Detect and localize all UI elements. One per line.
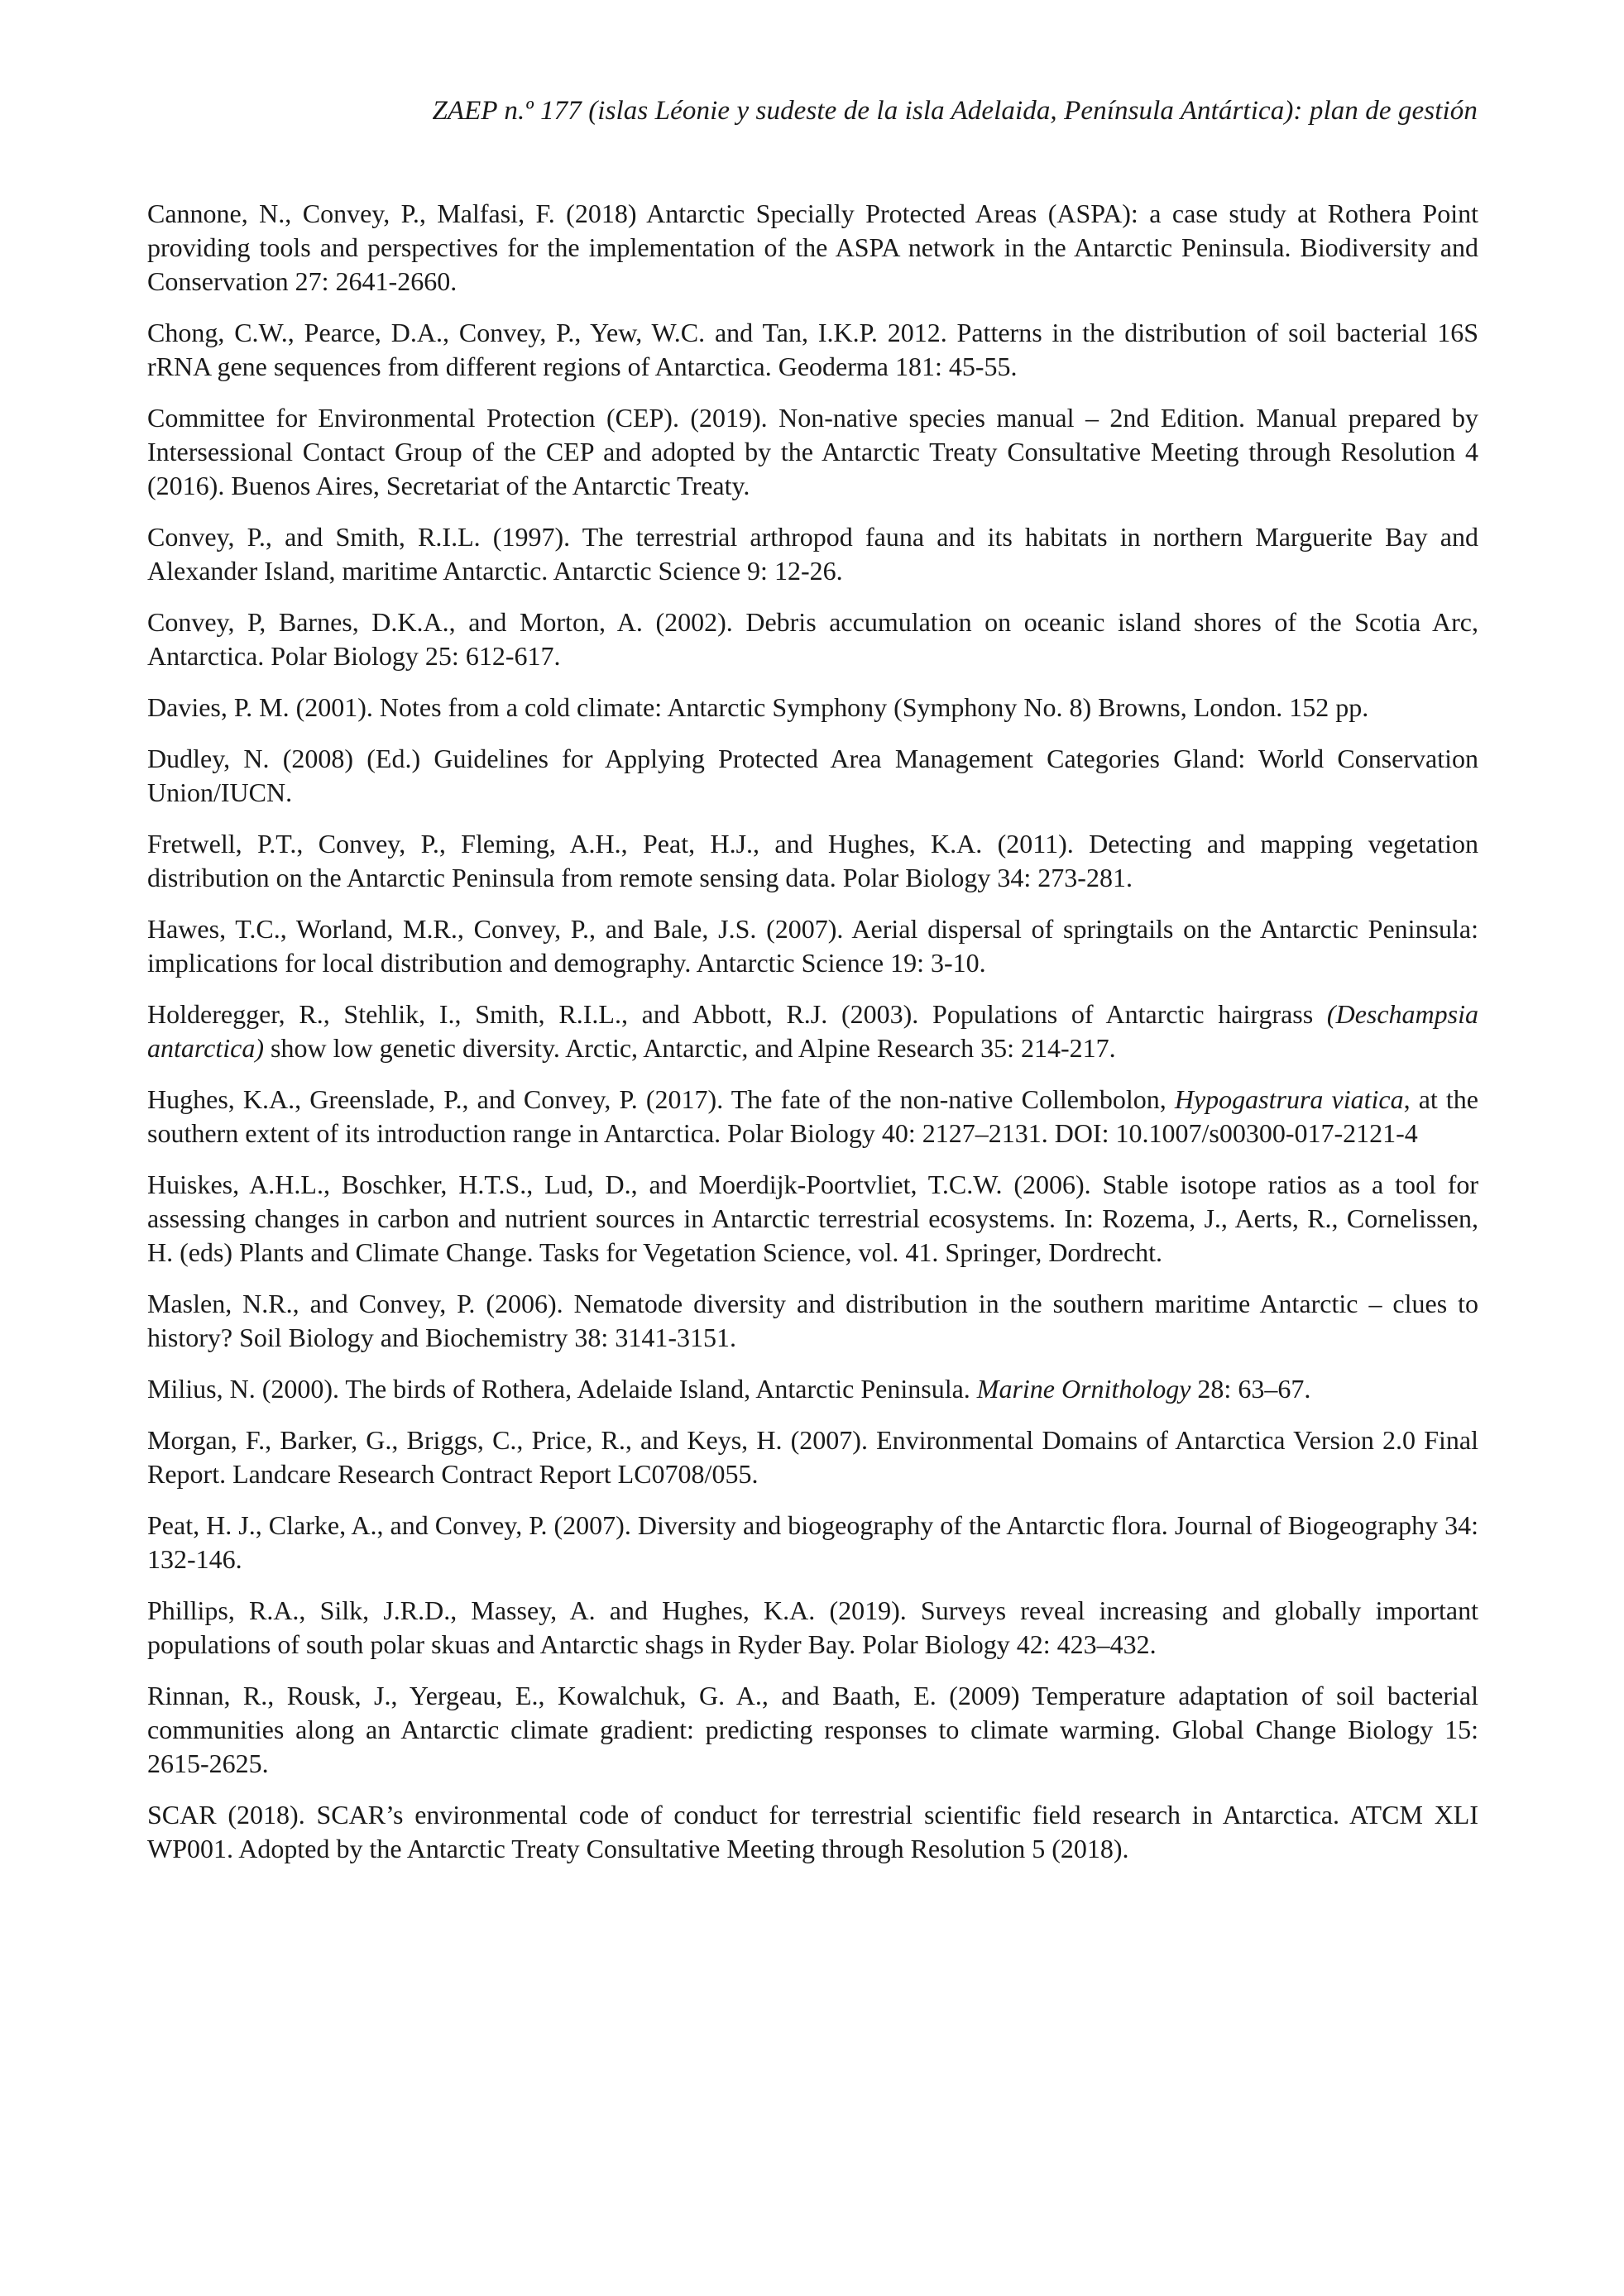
reference-text: Hughes, K.A., Greenslade, P., and Convey, P. (2017). The fate of the non-native Collembolon,: [147, 1084, 1175, 1114]
reference-text: Peat, H. J., Clarke, A., and Convey, P. (2007). Diversity and biogeography of the Antarctic flora. Journal of Biogeography 34: 132-146.: [147, 1510, 1478, 1574]
reference-text: Maslen, N.R., and Convey, P. (2006). Nematode diversity and distribution in the southern maritime Antarctic – clues to history? Soil Biology and Biochemistry 38: 3141-3151.: [147, 1289, 1478, 1352]
reference-italic: Marine Ornithology: [976, 1374, 1191, 1404]
reference-entry: [147, 1798, 1478, 1866]
reference-text: Convey, P., and Smith, R.I.L. (1997). The terrestrial arthropod fauna and its habitats in northern Marguerite Bay and Alexander Island, maritime Antarctic. Antarctic Science 9: 12-26.: [147, 522, 1478, 586]
reference-text: Morgan, F., Barker, G., Briggs, C., Price, R., and Keys, H. (2007). Environmental Domains of Antarctica Version 2.0 Final Report. Landcare Research Contract Report LC0708/055.: [147, 1425, 1478, 1489]
reference-text: Rinnan, R., Rousk, J., Yergeau, E., Kowalchuk, G. A., and Baath, E. (2009) Temperature adaptation of soil bacterial communities along an Antarctic climate gradient: predicting responses to climate warming. Global Change Biology 15: 2615-2625.: [147, 1681, 1478, 1778]
reference-text: Cannone, N., Convey, P., Malfasi, F. (2018) Antarctic Specially Protected Areas (ASPA): a case study at Rothera Point providing tools and perspectives for the implementation of the ASPA network in the Antarctic Peninsula. Biodiversity and Conservation 27: 2641-2660.: [147, 199, 1478, 296]
reference-text: Committee for Environmental Protection (CEP). (2019). Non-native species manual – 2nd Edition. Manual prepared by Intersessional Contact Group of the CEP and adopted by the Antarctic Treaty Consultative Meeting through Resolution 4 (2016). Buenos Aires, Secretariat of the Antarctic Treaty.: [147, 403, 1478, 500]
reference-text: Chong, C.W., Pearce, D.A., Convey, P., Yew, W.C. and Tan, I.K.P. 2012. Patterns in the distribution of soil bacterial 16S rRNA gene sequences from different regions of Antarctica. Geoderma 181: 45-55.: [147, 318, 1478, 381]
reference-text: Davies, P. M. (2001). Notes from a cold climate: Antarctic Symphony (Symphony No. 8) Browns, London. 152 pp.: [147, 692, 1369, 722]
reference-text: Huiskes, A.H.L., Boschker, H.T.S., Lud, D., and Moerdijk-Poortvliet, T.C.W. (2006). Stable isotope ratios as a tool for assessing changes in carbon and nutrient sources in Antarctic terrestrial ecosystems. In: Rozema, J., Aerts, R., Cornelissen, H. (eds) Plants and Climate Change. Tasks for Vegetation Science, vol. 41. Springer, Dordrecht.: [147, 1170, 1478, 1267]
reference-entry: [147, 197, 1478, 299]
reference-entry: [147, 520, 1478, 588]
reference-text-after: show low genetic diversity. Arctic, Antarctic, and Alpine Research 35: 214-217.: [264, 1033, 1116, 1063]
reference-list: [147, 197, 1478, 1883]
reference-text-after: , at the southern extent of its introduction range in Antarctica. Polar Biology 40: 2127–2131. DOI: 10.1007/s00300-017-2121-4: [147, 1084, 1479, 1148]
reference-entry: [147, 997, 1478, 1065]
reference-entry: [147, 1594, 1478, 1662]
reference-entry: [147, 827, 1478, 895]
reference-entry: [147, 691, 1478, 725]
reference-entry: [147, 1679, 1478, 1781]
reference-italic: Hypogastrura viatica: [1174, 1084, 1404, 1114]
reference-entry: [147, 1168, 1478, 1270]
reference-entry: [147, 1509, 1478, 1576]
reference-text-after: 28: 63–67.: [1190, 1374, 1311, 1404]
reference-text: Convey, P, Barnes, D.K.A., and Morton, A. (2002). Debris accumulation on oceanic island shores of the Scotia Arc, Antarctica. Polar Biology 25: 612-617.: [147, 607, 1478, 671]
reference-entry: [147, 1423, 1478, 1491]
reference-text: SCAR (2018). SCAR’s environmental code of conduct for terrestrial scientific field research in Antarctica. ATCM XLI WP001. Adopted by the Antarctic Treaty Consultative Meeting through Resolution 5 (2018).: [147, 1800, 1478, 1863]
reference-text: Milius, N. (2000). The birds of Rothera, Adelaide Island, Antarctic Peninsula.: [147, 1374, 977, 1404]
reference-entry: [147, 912, 1478, 980]
running-header: ZAEP n.º 177 (islas Léonie y sudeste de la isla Adelaida, Península Antártica): plan de gestión: [432, 96, 1478, 126]
reference-entry: [147, 316, 1478, 384]
reference-text: Fretwell, P.T., Convey, P., Fleming, A.H., Peat, H.J., and Hughes, K.A. (2011). Detecting and mapping vegetation distribution on the Antarctic Peninsula from remote sensing data. Polar Biology 34: 273-281.: [147, 829, 1478, 892]
reference-text: Dudley, N. (2008) (Ed.) Guidelines for Applying Protected Area Management Categories Gland: World Conservation Union/IUCN.: [147, 744, 1478, 807]
reference-italic: (Deschampsia antarctica): [147, 999, 1478, 1063]
reference-entry: [147, 742, 1478, 810]
reference-entry: [147, 1372, 1478, 1406]
reference-text: Hawes, T.C., Worland, M.R., Convey, P., and Bale, J.S. (2007). Aerial dispersal of springtails on the Antarctic Peninsula: implications for local distribution and demography. Antarctic Science 19: 3-10.: [147, 914, 1478, 978]
reference-entry: [147, 401, 1478, 503]
reference-entry: [147, 1287, 1478, 1355]
reference-text: Holderegger, R., Stehlik, I., Smith, R.I.L., and Abbott, R.J. (2003). Populations of Antarctic hairgrass: [147, 999, 1327, 1029]
reference-text: Phillips, R.A., Silk, J.R.D., Massey, A. and Hughes, K.A. (2019). Surveys reveal increasing and globally important populations of south polar skuas and Antarctic shags in Ryder Bay. Polar Biology 42: 423–432.: [147, 1595, 1478, 1659]
reference-entry: [147, 605, 1478, 673]
reference-entry: [147, 1083, 1478, 1150]
